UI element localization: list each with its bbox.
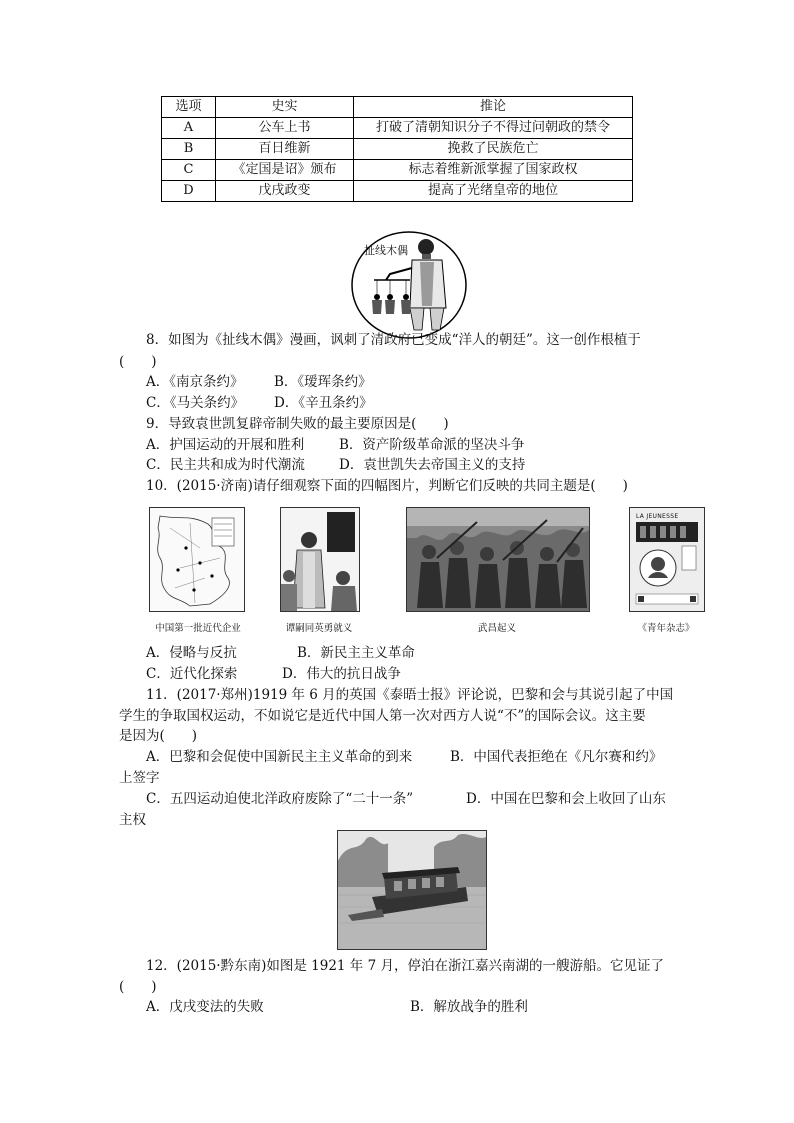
table-header-row <box>162 97 633 118</box>
magazine-title-text: LA JEUNESSE <box>636 513 679 520</box>
q9-option-b: B．资产阶级革命派的坚决斗争 <box>339 437 525 453</box>
nanhu-boat-image <box>337 830 487 950</box>
q11-option-b-cont: 上签字 <box>119 770 160 786</box>
facts-table <box>161 96 633 202</box>
table-cell: 打破了清朝知识分子不得过问朝政的禁令 <box>354 118 633 139</box>
table-cell: 提高了光绪皇帝的地位 <box>354 181 633 202</box>
q11-stem-line1: 11．(2017·郑州)1919 年 6 月的英国《泰晤士报》评论说，巴黎和会与其说引起了中国 <box>146 687 674 703</box>
caption-new-youth: 《青年杂志》 <box>637 623 695 634</box>
new-youth-magazine-image <box>629 507 705 612</box>
q10-option-d: D．伟大的抗日战争 <box>282 666 401 682</box>
q11-option-b: B．中国代表拒绝在《凡尔赛和约》 <box>450 749 663 765</box>
table-cell: 挽救了民族危亡 <box>354 139 633 160</box>
table-row <box>162 160 633 181</box>
caption-tan-sitong: 谭嗣同英勇就义 <box>285 623 353 634</box>
caption-modern-enterprises: 中国第一批近代企业 <box>155 623 241 634</box>
table-row <box>162 139 633 160</box>
q8-option-d: D．《辛丑条约》 <box>274 395 373 411</box>
q11-option-d-cont: 主权 <box>119 812 146 828</box>
puppet-cartoon-image <box>350 230 468 340</box>
wuchang-uprising-image <box>406 507 590 612</box>
table-cell: 《定国是诏》颁布 <box>216 160 354 181</box>
tan-sitong-image <box>280 507 360 612</box>
table-cell: A <box>162 118 216 139</box>
q11-stem-line2: 学生的争取国权运动，不如说它是近代中国人第一次对西方人说“不”的国际会议。这主要 <box>119 708 646 724</box>
q11-stem-line3: 是因为( ) <box>119 728 198 744</box>
table-cell: 标志着维新派掌握了国家政权 <box>354 160 633 181</box>
q12-answer-blank: ( ) <box>119 979 157 995</box>
q11-option-c: C．五四运动迫使北洋政府废除了“二十一条” <box>146 791 414 807</box>
q8-option-c: C．《马关条约》 <box>146 395 245 411</box>
q10-option-b: B．新民主主义革命 <box>297 645 415 661</box>
table-cell: D <box>162 181 216 202</box>
q12-option-b: B．解放战争的胜利 <box>410 999 528 1015</box>
q9-option-a: A．护国运动的开展和胜利 <box>146 437 305 453</box>
table-header: 推论 <box>354 97 633 118</box>
table-row <box>162 118 633 139</box>
table-cell: 公车上书 <box>216 118 354 139</box>
q9-stem: 9．导致袁世凯复辟帝制失败的最主要原因是( ) <box>146 416 449 432</box>
q10-stem: 10．(2015·济南)请仔细观察下面的四幅图片，判断它们反映的共同主题是( ) <box>146 478 628 494</box>
q8-stem: 8．如图为《扯线木偶》漫画，讽刺了清政府已变成“洋人的朝廷”。这一创作根植于 <box>146 332 641 348</box>
q8-option-b: B．《瑷珲条约》 <box>274 374 372 390</box>
table-cell: B <box>162 139 216 160</box>
table-header: 选项 <box>162 97 216 118</box>
table-cell: 百日维新 <box>216 139 354 160</box>
table-header: 史实 <box>216 97 354 118</box>
caption-wuchang-uprising: 武昌起义 <box>477 623 516 634</box>
cartoon-title: 扯线木偶 <box>364 244 408 257</box>
q10-option-a: A．侵略与反抗 <box>146 645 237 661</box>
table-cell: 戊戌政变 <box>216 181 354 202</box>
q11-option-a: A．巴黎和会促使中国新民主主义革命的到来 <box>146 749 413 765</box>
table-cell: C <box>162 160 216 181</box>
q9-option-d: D．袁世凯失去帝国主义的支持 <box>339 457 526 473</box>
q8-answer-blank: ( ) <box>119 354 157 370</box>
q11-option-d: D．中国在巴黎和会上收回了山东 <box>466 791 666 807</box>
modern-enterprises-map-image <box>149 507 245 612</box>
q9-option-c: C．民主共和成为时代潮流 <box>146 457 305 473</box>
q12-option-a: A．戊戌变法的失败 <box>146 999 264 1015</box>
q10-option-c: C．近代化探索 <box>146 666 238 682</box>
q8-option-a: A．《南京条约》 <box>146 374 244 390</box>
table-row <box>162 181 633 202</box>
q12-stem-line1: 12．(2015·黔东南)如图是 1921 年 7 月，停泊在浙江嘉兴南湖的一艘游船。它见证了 <box>146 958 664 974</box>
